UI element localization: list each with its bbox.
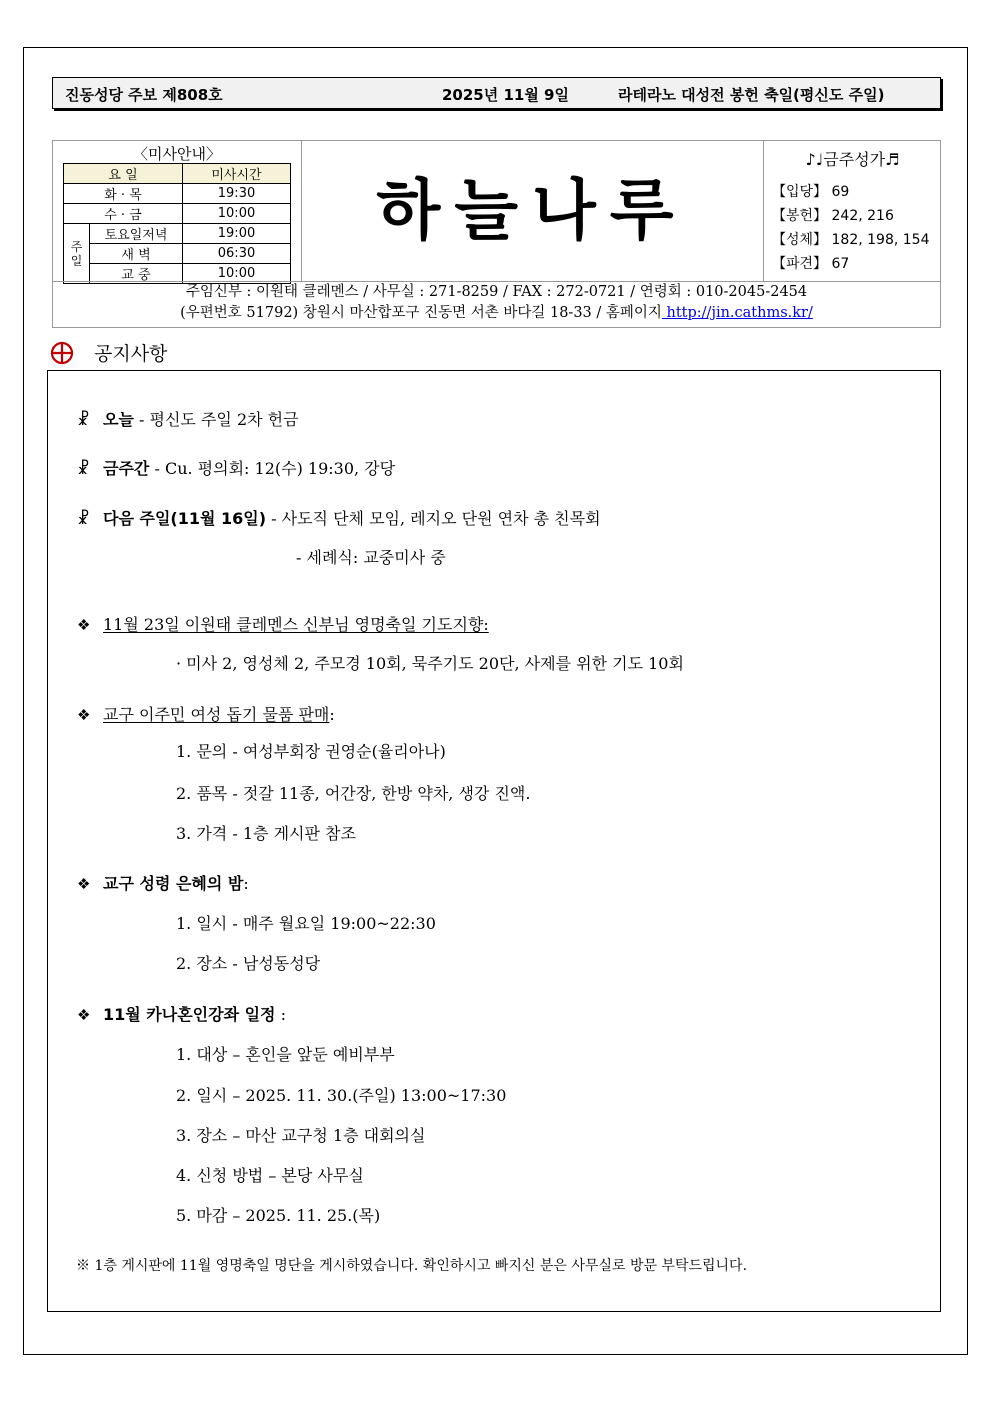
hymn-item: 【입당】 69	[772, 184, 850, 200]
col-time-header: 미사시간	[183, 164, 291, 184]
diamond-bullet-icon: ❖	[77, 706, 91, 724]
mass-time: 10:00	[183, 204, 291, 224]
table-row	[64, 204, 291, 224]
hymn-list	[763, 141, 941, 281]
contact-line: 주임신부 : 이원태 클레멘스 / 사무실 : 271-8259 / FAX : 272-0721 / 연령회 : 010-2045-2454	[185, 284, 808, 300]
hymn-item: 【성체】 182, 198, 154	[772, 232, 930, 248]
notice-title: 공지사항	[94, 343, 168, 365]
list-item: 5. 마감 – 2025. 11. 25.(목)	[176, 1206, 381, 1225]
homepage-link[interactable]: http://jin.cathms.kr/	[661, 305, 813, 321]
address-line: (우편번호 51792) 창원시 마산합포구 진동면 서촌 바다길 18-33 / 홈페이지 http://jin.cathms.kr/	[180, 305, 813, 321]
section-item: · 미사 2, 영성체 2, 주모경 10회, 묵주기도 20단, 사제를 위한 기도 10회	[176, 654, 684, 673]
list-item: 2. 장소 - 남성동성당	[176, 954, 321, 973]
hymn-item: 【봉헌】 242, 216	[772, 208, 894, 224]
bulletin-date: 2025년 11월 9일	[442, 86, 569, 104]
list-item: 3. 장소 – 마산 교구청 1층 대회의실	[176, 1126, 426, 1145]
hymn-item: 【파견】 67	[772, 256, 850, 272]
table-row	[64, 224, 291, 244]
diamond-bullet-icon: ❖	[77, 1006, 91, 1024]
chi-rho-icon: ☧	[77, 509, 90, 528]
chi-rho-icon: ☧	[77, 459, 90, 478]
mass-time: 19:30	[183, 184, 291, 204]
mass-guide	[53, 141, 302, 281]
mass-day: 토요일저녁	[90, 224, 183, 244]
list-item: 3. 가격 - 1층 게시판 참조	[176, 824, 356, 843]
list-item: 1. 문의 - 여성부회장 권영순(율리아나)	[176, 742, 446, 761]
feast-name: 라테라노 대성전 봉헌 축일(평신도 주일)	[618, 86, 885, 104]
notice-next-sunday-2: - 세례식: 교중미사 중	[296, 548, 446, 567]
hymn-title: ♪♩금주성가♬	[805, 150, 900, 169]
bulletin-header	[52, 77, 941, 109]
chi-rho-icon: ☧	[77, 410, 90, 429]
notice-today: ☧ 오늘 - 평신도 주일 2차 헌금	[77, 410, 299, 429]
table-row	[64, 244, 291, 264]
diamond-bullet-icon: ❖	[77, 875, 91, 893]
list-item: 1. 대상 – 혼인을 앞둔 예비부부	[176, 1045, 395, 1064]
mass-day: 교 중	[90, 264, 183, 284]
bulletin-issue: 진동성당 주보 제808호	[65, 86, 223, 104]
list-item: 2. 일시 – 2025. 11. 30.(주일) 13:00~17:30	[176, 1086, 507, 1105]
masthead	[52, 140, 941, 328]
section-title: ❖ 11월 카나혼인강좌 일정 :	[77, 1005, 286, 1024]
sunday-label: 주일	[64, 224, 90, 284]
footnote: ※ 1층 게시판에 11월 영명축일 명단을 게시하였습니다. 확인하시고 빠지신 분은 사무실로 방문 부탁드립니다.	[76, 1258, 748, 1274]
mass-guide-title: 〈미사안내〉	[133, 145, 221, 163]
bulletin-title: 하늘나루	[376, 172, 688, 249]
diamond-bullet-icon: ❖	[77, 616, 91, 634]
section-title: ❖ 11월 23일 이원태 클레멘스 신부님 영명축일 기도지향:	[77, 615, 489, 634]
mass-time: 19:00	[183, 224, 291, 244]
mass-time: 06:30	[183, 244, 291, 264]
mass-day: 화 · 목	[64, 184, 183, 204]
section-title: ❖ 교구 이주민 여성 돕기 물품 판매:	[77, 705, 335, 724]
notice-week: ☧ 금주간 - Cu. 평의회: 12(수) 19:30, 강당	[77, 459, 396, 478]
notice-box	[47, 370, 941, 1312]
notice-next-sunday: ☧ 다음 주일(11월 16일) - 사도직 단체 모임, 레지오 단원 연차 총 친목회	[77, 509, 601, 528]
table-row	[64, 184, 291, 204]
list-item: 4. 신청 방법 – 본당 사무실	[176, 1166, 364, 1185]
section-title: ❖ 교구 성령 은혜의 밤:	[77, 874, 249, 893]
cross-circle-icon	[50, 341, 74, 365]
col-day-header: 요 일	[64, 164, 183, 184]
list-item: 1. 일시 - 매주 월요일 19:00~22:30	[176, 914, 436, 933]
list-item: 2. 품목 - 젓갈 11종, 어간장, 한방 약차, 생강 진액.	[176, 784, 531, 803]
contact-info	[53, 281, 940, 328]
mass-day: 새 벽	[90, 244, 183, 264]
mass-time: 10:00	[183, 264, 291, 284]
mass-day: 수 · 금	[64, 204, 183, 224]
mass-schedule-table	[63, 163, 291, 284]
